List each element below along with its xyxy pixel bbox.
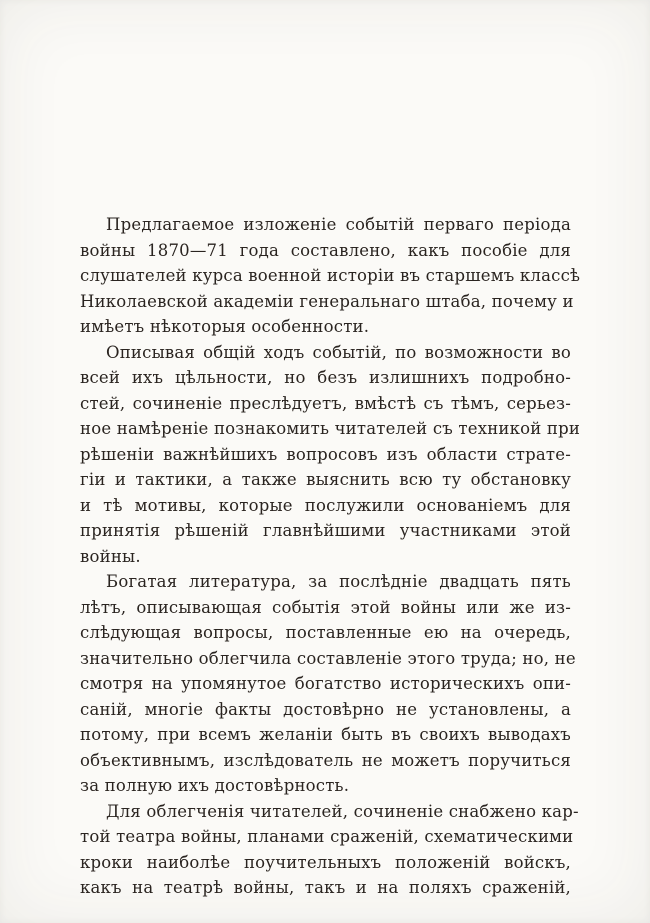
text-line: принятія рѣшеній главнѣйшими участниками этой: [80, 521, 571, 540]
text-line: значительно облегчила составленіе этого труда; но, не: [80, 648, 576, 668]
text-line: слѣдующая вопросы, поставленные ею на очередь,: [80, 623, 571, 642]
text-line: лѣтъ, описывающая событія этой войны или же из-: [80, 597, 571, 617]
text-line: ное намѣреніе познакомить читателей съ техникой при: [80, 419, 581, 438]
text-line: войны.: [80, 546, 141, 566]
text-line: объективнымъ, изслѣдователь не можетъ поручиться: [80, 750, 571, 770]
paragraph: [80, 340, 581, 570]
text-line: Описывая общій ходъ событій, по возможности во: [106, 342, 571, 362]
text-line: смотря на упомянутое богатство историческихъ опи-: [80, 674, 571, 693]
text-line: за полную ихъ достовѣрность.: [80, 776, 350, 795]
paragraph: [80, 212, 581, 340]
text-line: гіи и тактики, а также выяснить всю ту обстановку: [80, 470, 571, 489]
text-line: Предлагаемое изложеніе событій перваго періода: [106, 215, 571, 234]
text-line: войны 1870—71 года составлено, какъ пособіе для: [80, 240, 571, 260]
text-line: рѣшеніи важнѣйшихъ вопросовъ изъ области страте-: [80, 444, 571, 464]
text-line: и тѣ мотивы, которые послужили основаніемъ для: [80, 495, 571, 515]
text-line: потому, при всемъ желаніи быть въ своихъ выводахъ: [80, 725, 571, 744]
text-line: Богатая литература, за послѣдніе двадцать пять: [106, 572, 571, 591]
text-line: какъ на театрѣ войны, такъ и на поляхъ сраженій,: [80, 878, 571, 897]
text-line: Для облегченія читателей, сочиненіе снабжено кар-: [106, 801, 579, 821]
text-line: имѣетъ нѣкоторыя особенности.: [80, 317, 370, 336]
text-line: стей, сочиненіе преслѣдуетъ, вмѣстѣ съ тѣмъ, серьез-: [80, 393, 571, 413]
paragraph: [80, 799, 579, 901]
text-line: кроки наиболѣе поучительныхъ положеній войскъ,: [80, 852, 571, 872]
text-block: [80, 212, 581, 901]
text-line: саній, многіе факты достовѣрно не установлены, а: [80, 699, 571, 719]
paragraph: [80, 569, 576, 799]
text-line: той театра войны, планами сраженій, схематическими: [80, 827, 574, 846]
text-line: слушателей курса военной исторіи въ старшемъ классѣ: [80, 266, 581, 285]
text-line: Николаевской академіи генеральнаго штаба, почему и: [80, 291, 574, 311]
text-line: всей ихъ цѣльности, но безъ излишнихъ подробно-: [80, 368, 571, 387]
